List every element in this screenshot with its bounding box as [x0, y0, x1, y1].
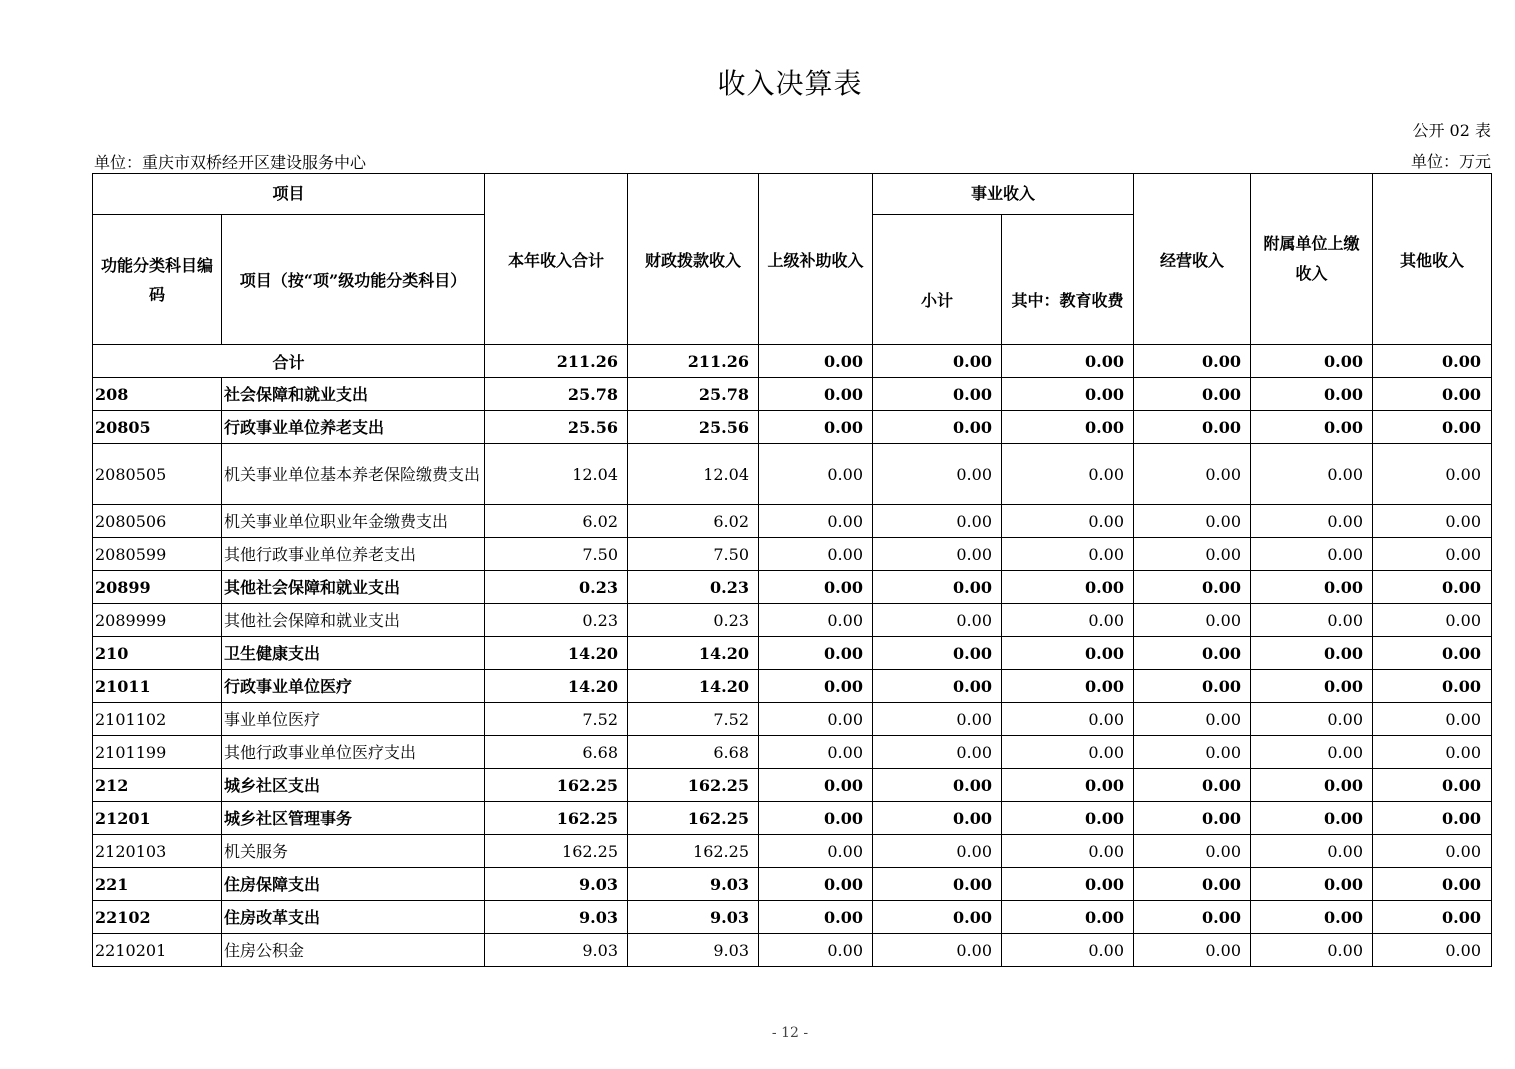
row-value: 0.00	[1373, 571, 1492, 604]
row-value: 0.00	[1002, 868, 1134, 901]
row-value: 0.00	[759, 505, 873, 538]
row-value: 0.00	[1134, 378, 1251, 411]
row-value: 0.00	[1373, 802, 1492, 835]
row-value: 0.00	[1373, 901, 1492, 934]
total-value: 211.26	[628, 345, 759, 378]
row-value: 0.00	[873, 835, 1002, 868]
row-value: 25.56	[485, 411, 628, 444]
row-value: 0.00	[759, 934, 873, 967]
row-value: 0.00	[1002, 604, 1134, 637]
row-value: 0.00	[1251, 378, 1373, 411]
row-value: 0.00	[873, 670, 1002, 703]
row-value: 0.00	[759, 769, 873, 802]
row-value: 0.00	[1251, 901, 1373, 934]
row-value: 0.00	[759, 868, 873, 901]
row-value: 0.00	[873, 901, 1002, 934]
row-value: 0.00	[759, 736, 873, 769]
header-affiliated: 附属单位上缴收入	[1251, 174, 1373, 345]
row-value: 0.00	[1373, 703, 1492, 736]
row-value: 0.00	[1251, 835, 1373, 868]
row-value: 0.23	[628, 604, 759, 637]
row-value: 0.00	[1002, 934, 1134, 967]
row-value: 0.00	[1134, 637, 1251, 670]
row-value: 0.00	[1002, 571, 1134, 604]
row-value: 9.03	[485, 868, 628, 901]
row-value: 6.68	[628, 736, 759, 769]
row-name: 其他行政事业单位养老支出	[222, 538, 485, 571]
row-value: 162.25	[485, 802, 628, 835]
row-code: 21011	[93, 670, 222, 703]
table-row	[93, 538, 1492, 571]
row-name: 卫生健康支出	[222, 637, 485, 670]
table-row	[93, 736, 1492, 769]
row-value: 0.00	[1251, 571, 1373, 604]
row-value: 0.00	[759, 670, 873, 703]
row-value: 7.52	[628, 703, 759, 736]
row-value: 9.03	[628, 901, 759, 934]
header-fiscal: 财政拨款收入	[628, 174, 759, 345]
row-value: 0.00	[1251, 703, 1373, 736]
row-code: 210	[93, 637, 222, 670]
row-value: 0.00	[1373, 411, 1492, 444]
row-value: 12.04	[628, 444, 759, 505]
row-value: 0.00	[1373, 769, 1492, 802]
row-value: 0.00	[1134, 571, 1251, 604]
row-value: 0.00	[1002, 835, 1134, 868]
row-code: 2080505	[93, 444, 222, 505]
row-name: 社会保障和就业支出	[222, 378, 485, 411]
row-value: 0.00	[1251, 802, 1373, 835]
table-row	[93, 703, 1492, 736]
row-value: 0.00	[873, 378, 1002, 411]
row-value: 0.00	[1002, 444, 1134, 505]
header-project: 项目	[93, 174, 485, 215]
row-value: 14.20	[485, 637, 628, 670]
header-other: 其他收入	[1373, 174, 1492, 345]
table-row	[93, 637, 1492, 670]
row-value: 0.00	[1373, 835, 1492, 868]
row-name: 城乡社区管理事务	[222, 802, 485, 835]
row-value: 0.00	[1251, 538, 1373, 571]
row-value: 0.00	[873, 571, 1002, 604]
row-value: 0.00	[1002, 538, 1134, 571]
row-code: 2120103	[93, 835, 222, 868]
row-value: 0.00	[759, 411, 873, 444]
row-code: 2089999	[93, 604, 222, 637]
row-value: 0.00	[1373, 604, 1492, 637]
page-number: - 12 -	[771, 1025, 809, 1041]
row-code: 2080599	[93, 538, 222, 571]
row-value: 0.00	[1002, 769, 1134, 802]
total-value: 0.00	[1002, 345, 1134, 378]
total-value: 0.00	[1251, 345, 1373, 378]
row-value: 0.00	[1251, 736, 1373, 769]
header-total: 本年收入合计	[485, 174, 628, 345]
row-value: 0.00	[1134, 444, 1251, 505]
row-value: 0.00	[759, 901, 873, 934]
row-value: 0.00	[873, 769, 1002, 802]
row-value: 0.00	[1002, 736, 1134, 769]
header-code: 功能分类科目编码	[93, 215, 222, 345]
row-value: 0.00	[873, 868, 1002, 901]
table-row	[93, 835, 1492, 868]
row-value: 0.00	[759, 604, 873, 637]
unit-currency: 单位：万元	[1410, 152, 1491, 171]
table-row	[93, 378, 1492, 411]
row-value: 6.02	[485, 505, 628, 538]
page-title: 收入决算表	[717, 67, 863, 100]
table-row	[93, 901, 1492, 934]
row-code: 2101102	[93, 703, 222, 736]
row-value: 0.00	[759, 802, 873, 835]
total-value: 211.26	[485, 345, 628, 378]
row-code: 21201	[93, 802, 222, 835]
row-name: 机关服务	[222, 835, 485, 868]
row-value: 9.03	[485, 901, 628, 934]
header-operating: 经营收入	[1134, 174, 1251, 345]
table-row	[93, 505, 1492, 538]
row-value: 0.00	[873, 411, 1002, 444]
row-value: 0.00	[873, 703, 1002, 736]
row-name: 机关事业单位基本养老保险缴费支出	[222, 444, 485, 505]
row-value: 25.56	[628, 411, 759, 444]
header-subtotal: 小计	[873, 215, 1002, 345]
row-value: 9.03	[485, 934, 628, 967]
row-value: 0.00	[1373, 505, 1492, 538]
row-value: 0.00	[759, 835, 873, 868]
row-value: 0.00	[873, 444, 1002, 505]
row-value: 0.00	[1002, 901, 1134, 934]
row-value: 0.00	[1373, 736, 1492, 769]
header-education: 其中：教育收费	[1002, 215, 1134, 345]
header-superior: 上级补助收入	[759, 174, 873, 345]
table-row	[93, 604, 1492, 637]
row-value: 7.50	[628, 538, 759, 571]
row-name: 其他行政事业单位医疗支出	[222, 736, 485, 769]
total-row	[93, 345, 1492, 378]
table-row	[93, 769, 1492, 802]
table-row	[93, 934, 1492, 967]
row-value: 162.25	[485, 769, 628, 802]
row-value: 0.00	[873, 538, 1002, 571]
total-value: 0.00	[1134, 345, 1251, 378]
row-value: 0.00	[873, 934, 1002, 967]
row-value: 0.00	[1373, 538, 1492, 571]
row-value: 0.23	[628, 571, 759, 604]
row-value: 0.00	[1373, 934, 1492, 967]
row-value: 14.20	[628, 637, 759, 670]
header-business-group: 事业收入	[873, 174, 1134, 215]
row-code: 212	[93, 769, 222, 802]
row-name: 机关事业单位职业年金缴费支出	[222, 505, 485, 538]
row-value: 0.00	[1373, 637, 1492, 670]
total-value: 0.00	[873, 345, 1002, 378]
row-value: 0.00	[1002, 378, 1134, 411]
income-table	[92, 173, 1492, 967]
row-value: 0.00	[1134, 604, 1251, 637]
row-value: 0.00	[1134, 835, 1251, 868]
row-value: 0.00	[1134, 505, 1251, 538]
row-value: 0.00	[759, 703, 873, 736]
row-name: 其他社会保障和就业支出	[222, 604, 485, 637]
row-value: 0.00	[759, 571, 873, 604]
row-value: 0.00	[1002, 703, 1134, 736]
row-name: 住房保障支出	[222, 868, 485, 901]
row-value: 0.00	[1002, 505, 1134, 538]
row-value: 7.50	[485, 538, 628, 571]
row-value: 0.00	[1002, 637, 1134, 670]
row-code: 20899	[93, 571, 222, 604]
row-value: 0.00	[759, 378, 873, 411]
row-value: 0.00	[1134, 769, 1251, 802]
row-value: 0.00	[1373, 444, 1492, 505]
row-value: 0.00	[1134, 411, 1251, 444]
row-value: 0.00	[1134, 538, 1251, 571]
row-value: 0.00	[1373, 378, 1492, 411]
row-value: 0.00	[1251, 604, 1373, 637]
row-value: 6.02	[628, 505, 759, 538]
row-value: 0.00	[873, 736, 1002, 769]
total-value: 0.00	[1373, 345, 1492, 378]
row-name: 住房公积金	[222, 934, 485, 967]
row-value: 0.00	[1134, 934, 1251, 967]
row-value: 25.78	[628, 378, 759, 411]
row-value: 162.25	[628, 802, 759, 835]
row-value: 0.00	[1251, 444, 1373, 505]
table-row	[93, 670, 1492, 703]
row-value: 0.00	[873, 802, 1002, 835]
row-value: 0.00	[1251, 934, 1373, 967]
table-row	[93, 802, 1492, 835]
row-value: 0.00	[1002, 411, 1134, 444]
row-value: 162.25	[628, 835, 759, 868]
row-value: 0.00	[873, 505, 1002, 538]
row-name: 其他社会保障和就业支出	[222, 571, 485, 604]
row-value: 0.00	[1134, 703, 1251, 736]
row-value: 162.25	[485, 835, 628, 868]
row-value: 9.03	[628, 868, 759, 901]
row-value: 0.00	[1373, 868, 1492, 901]
row-value: 25.78	[485, 378, 628, 411]
row-code: 208	[93, 378, 222, 411]
row-value: 0.00	[1251, 769, 1373, 802]
table-row	[93, 444, 1492, 505]
row-value: 0.00	[759, 637, 873, 670]
header-name: 项目（按“项”级功能分类科目）	[222, 215, 485, 345]
row-value: 0.00	[1251, 505, 1373, 538]
row-value: 14.20	[485, 670, 628, 703]
unit-organization: 单位：重庆市双桥经开区建设服务中心	[94, 153, 367, 172]
table-row	[93, 411, 1492, 444]
row-code: 2210201	[93, 934, 222, 967]
row-value: 0.00	[1134, 868, 1251, 901]
row-value: 0.00	[1002, 670, 1134, 703]
row-value: 0.00	[873, 637, 1002, 670]
row-code: 22102	[93, 901, 222, 934]
row-name: 事业单位医疗	[222, 703, 485, 736]
row-code: 221	[93, 868, 222, 901]
row-value: 0.00	[1002, 802, 1134, 835]
row-value: 0.00	[873, 604, 1002, 637]
row-value: 6.68	[485, 736, 628, 769]
row-value: 14.20	[628, 670, 759, 703]
row-value: 0.00	[1134, 670, 1251, 703]
row-name: 住房改革支出	[222, 901, 485, 934]
row-value: 0.00	[1251, 637, 1373, 670]
row-value: 0.00	[759, 444, 873, 505]
row-value: 0.00	[1373, 670, 1492, 703]
row-value: 0.00	[1251, 411, 1373, 444]
row-value: 0.23	[485, 604, 628, 637]
row-code: 2080506	[93, 505, 222, 538]
row-name: 行政事业单位养老支出	[222, 411, 485, 444]
total-value: 0.00	[759, 345, 873, 378]
row-value: 0.00	[759, 538, 873, 571]
row-value: 0.00	[1251, 868, 1373, 901]
row-name: 城乡社区支出	[222, 769, 485, 802]
table-row	[93, 571, 1492, 604]
row-code: 2101199	[93, 736, 222, 769]
row-value: 0.00	[1134, 802, 1251, 835]
row-value: 7.52	[485, 703, 628, 736]
table-row	[93, 868, 1492, 901]
row-value: 0.23	[485, 571, 628, 604]
row-value: 0.00	[1134, 736, 1251, 769]
row-value: 0.00	[1251, 670, 1373, 703]
row-value: 9.03	[628, 934, 759, 967]
row-value: 12.04	[485, 444, 628, 505]
row-name: 行政事业单位医疗	[222, 670, 485, 703]
row-code: 20805	[93, 411, 222, 444]
row-value: 0.00	[1134, 901, 1251, 934]
row-value: 162.25	[628, 769, 759, 802]
table-number: 公开 02 表	[1412, 121, 1491, 140]
total-label: 合计	[93, 345, 485, 378]
